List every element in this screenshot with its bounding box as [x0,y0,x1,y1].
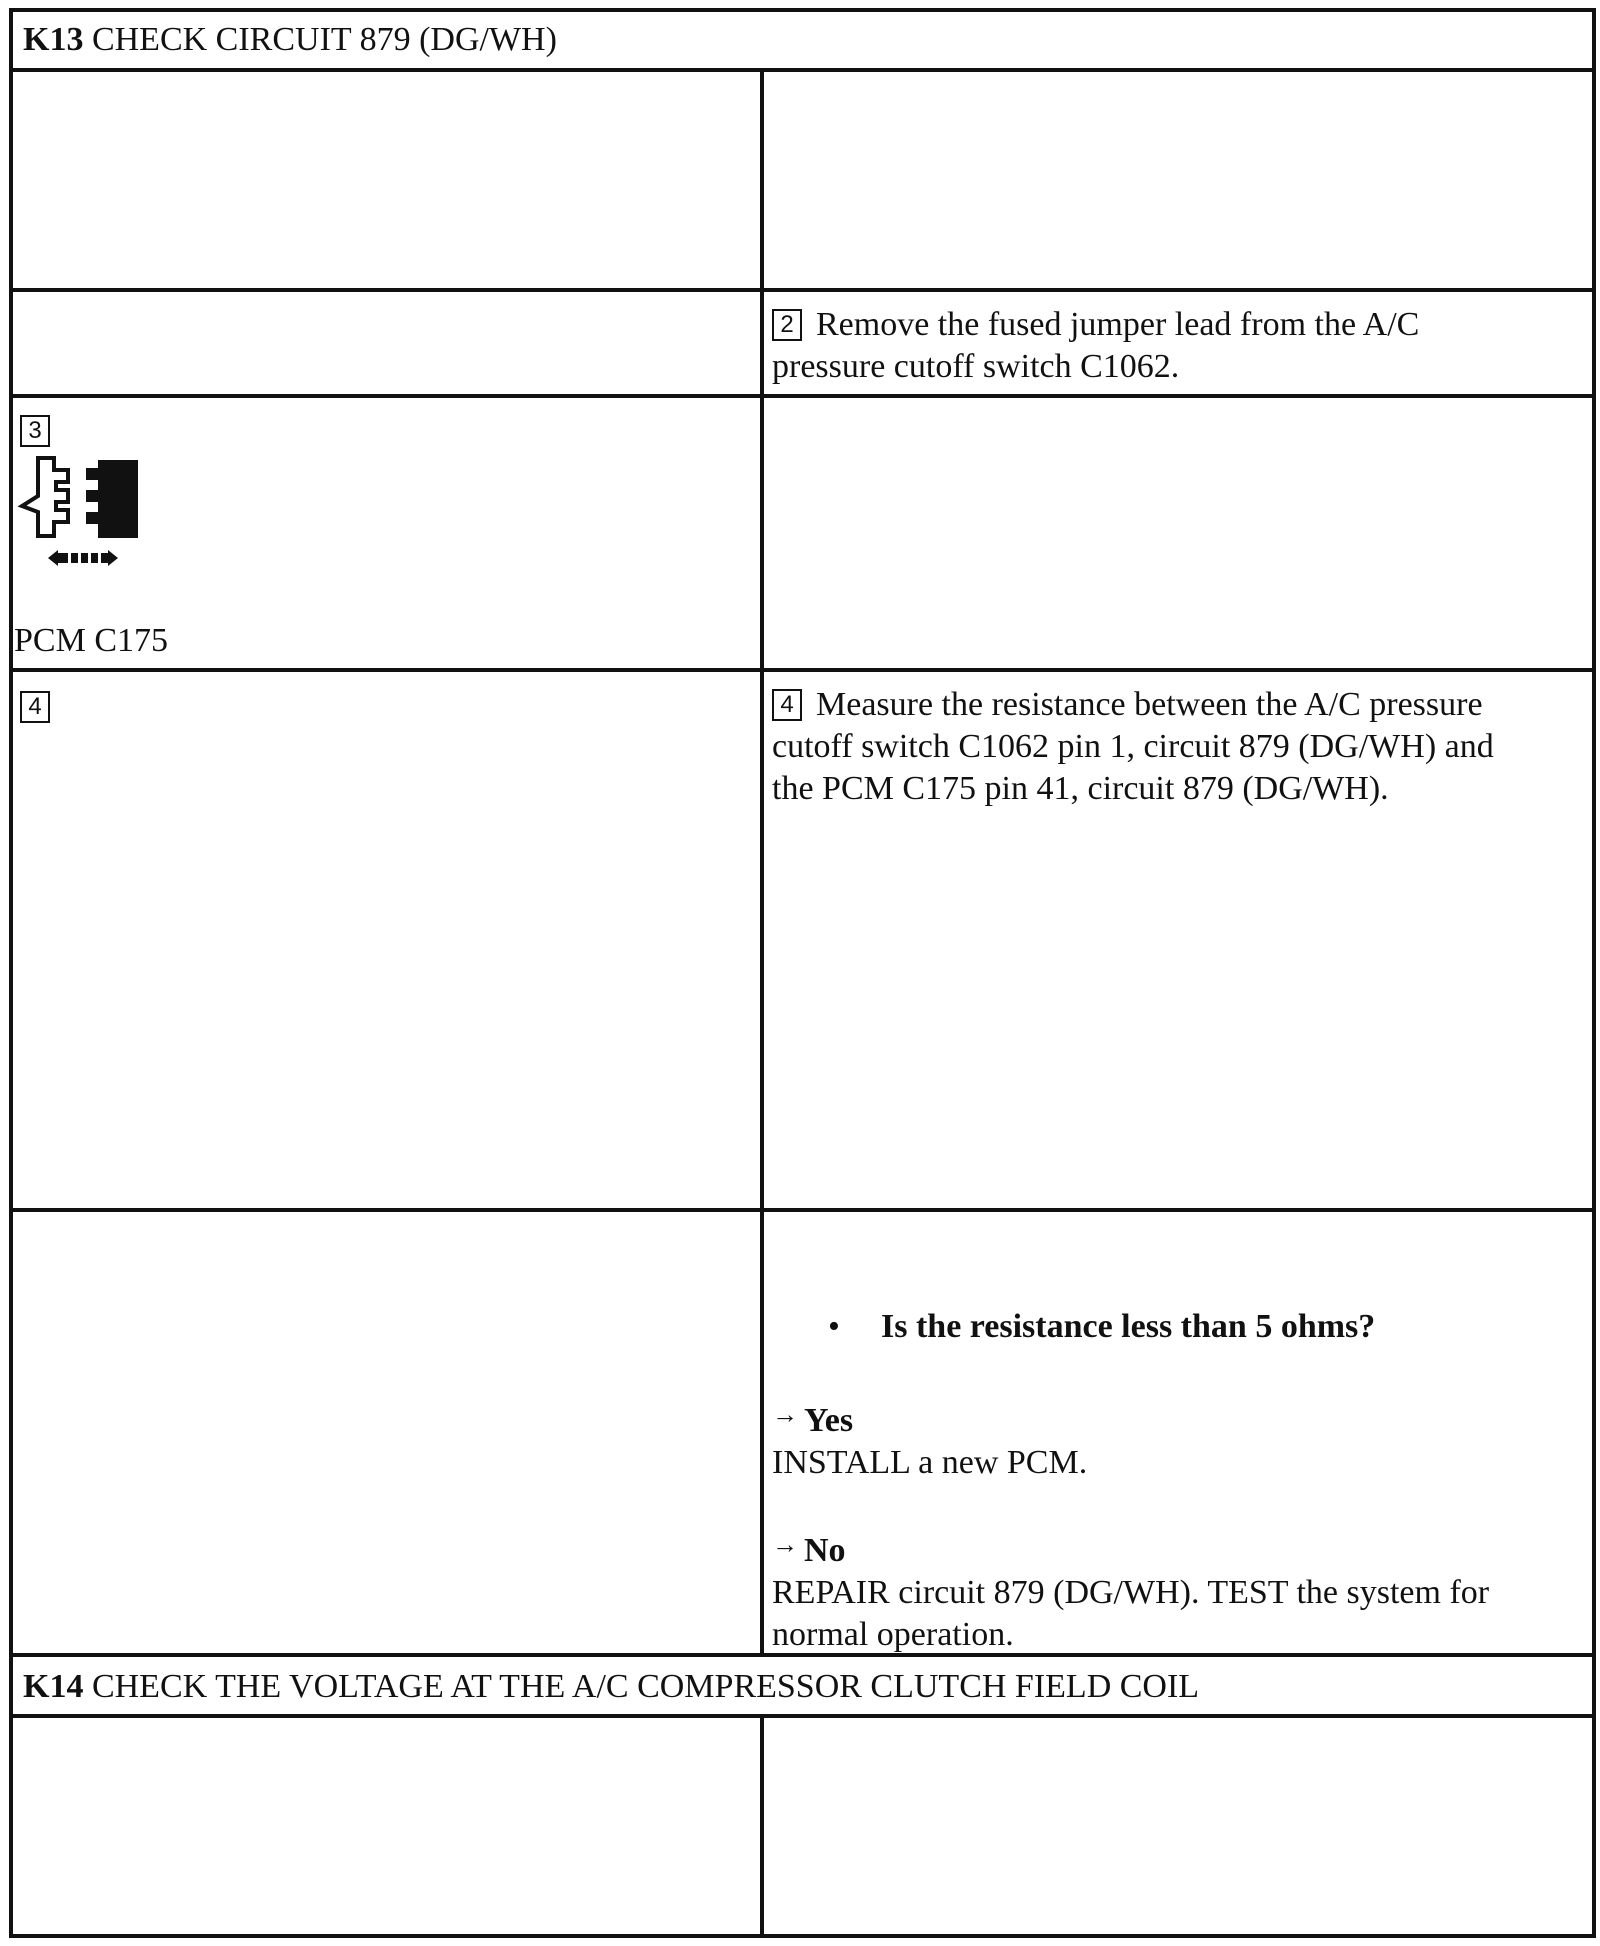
answer-text: normal operation. [772,1616,1014,1653]
right-arrow-icon: → [772,1400,798,1429]
step-number-box: 4 [20,691,50,723]
table-border-bottom [9,1934,1596,1938]
answer-label: Yes [804,1402,854,1439]
row-divider [9,68,1596,72]
section-title: CHECK THE VOLTAGE AT THE A/C COMPRESSOR CLUTCH FIELD COIL [91,1668,1200,1705]
table-border-right [1592,8,1596,1938]
row-divider [9,668,1596,672]
step-4-instruction [772,684,1582,810]
step-text: pressure cutoff switch C1062. [772,348,1180,385]
step-text: Remove the fused jumper lead from the A/C [816,306,1420,343]
answer-text: REPAIR circuit 879 (DG/WH). TEST the system for [772,1574,1490,1611]
step-text: the PCM C175 pin 41, circuit 879 (DG/WH). [772,770,1389,807]
table-border-left [9,8,13,1938]
row-divider [9,394,1596,398]
question-text: Is the resistance less than 5 ohms? [881,1308,1376,1345]
column-divider [760,68,764,1657]
column-divider [760,1714,764,1936]
answer-no [772,1524,1582,1656]
step-4-illustration-cell [20,686,64,728]
answer-label: No [804,1532,846,1569]
table-border-top [9,8,1596,12]
step-text: Measure the resistance between the A/C pressure [816,686,1483,723]
step-2-instruction [772,304,1582,388]
section-title: CHECK CIRCUIT 879 (DG/WH) [91,21,557,58]
step-number-box: 4 [772,689,802,721]
section-header-k13 [23,19,557,61]
answer-yes [772,1394,1582,1484]
row-divider [9,1208,1596,1212]
section-header-k14 [23,1666,1199,1708]
question-bullet: • [828,1308,840,1345]
step-3-caption: PCM C175 [14,622,168,659]
section-id: K13 [23,21,84,58]
step-number-box: 2 [772,309,802,341]
step-text: cutoff switch C1062 pin 1, circuit 879 (DG/WH) and [772,728,1494,765]
answer-text: INSTALL a new PCM. [772,1444,1088,1481]
row-divider [9,288,1596,292]
right-arrow-icon: → [772,1530,798,1559]
section-id: K14 [23,1668,84,1705]
step-number-box: 3 [20,415,50,447]
disconnect-connector-icon [16,446,146,572]
row-divider [9,1714,1596,1718]
